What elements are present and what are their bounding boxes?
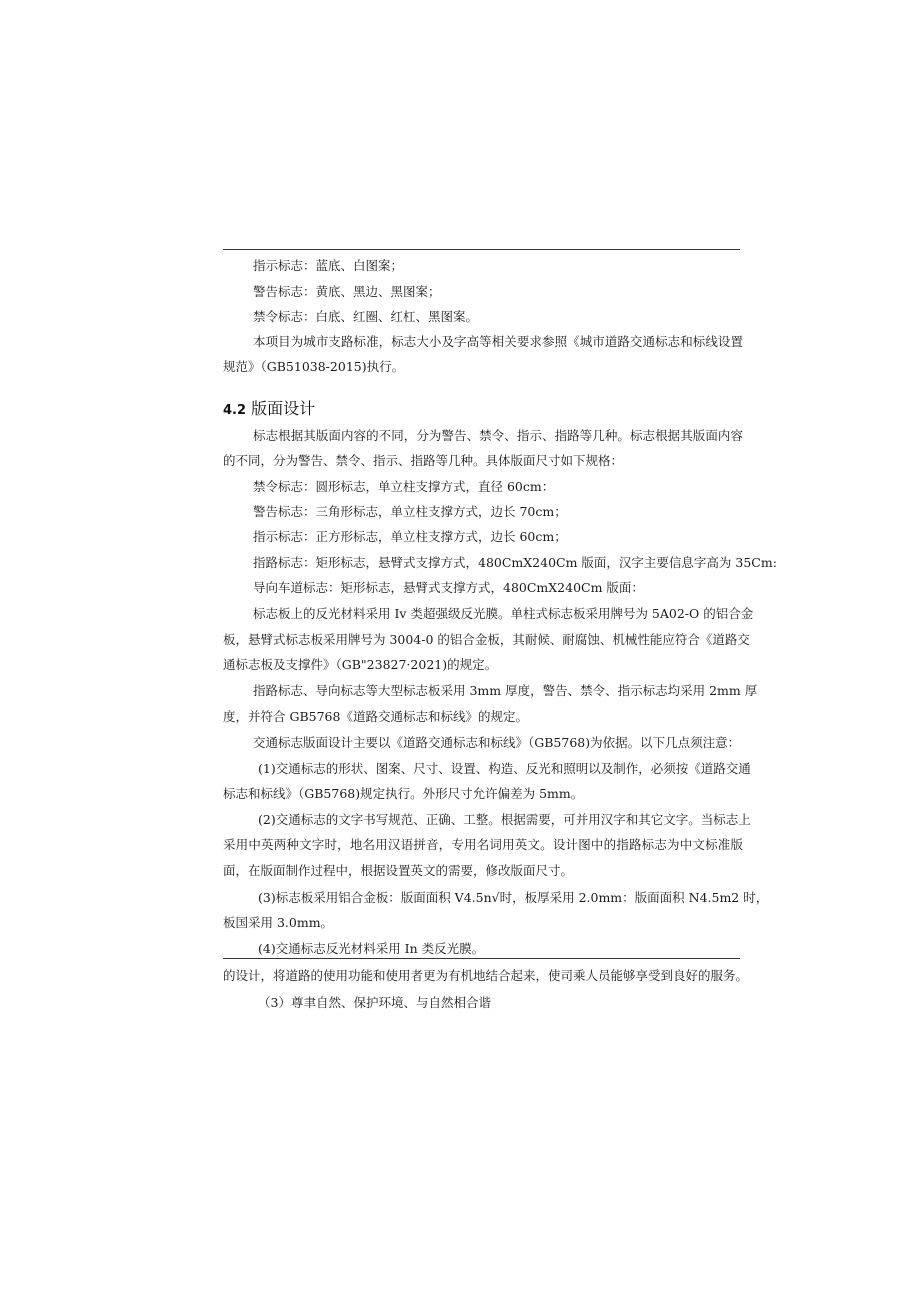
text-line: 本项目为城市支路标准，标志大小及字高等相关要求参照《城市道路交通标志和标线设置 <box>253 334 743 349</box>
page-break-rule <box>223 958 740 959</box>
text-line: 指路标志：矩形标志，悬臂式支撑方式，480CmX240Cm 版面，汉字主要信息字高为 35Cm: <box>253 555 777 570</box>
section-heading <box>223 399 315 421</box>
text-line: 面，在版面制作过程中，根据设置英文的需要，修改版面尺寸。 <box>223 863 574 878</box>
text-line: 导向车道标志：矩形标志，悬臂式支撑方式，480CmX240Cm 版面： <box>253 580 644 595</box>
text-line: (4)交通标志反光材料采用 In 类反光膜。 <box>258 941 485 956</box>
text-line: 警告标志：三角形标志，单立柱支撑方式，边长 70cm； <box>253 504 567 519</box>
text-line: 指示标志：蓝底、白图案； <box>253 258 404 273</box>
header-rule <box>223 249 740 250</box>
text-line: 标志板上的反光材料采用 Iv 类超强级反光膜。单柱式标志板采用牌号为 5A02-O 的铝合金 <box>253 606 754 621</box>
text-line: 度，并符合 GB5768《道路交通标志和标线》的规定。 <box>223 709 528 724</box>
text-line: (2)交通标志的文字书写规范、正确、工整。根据需要，可并用汉字和其它文字。当标志上 <box>258 812 751 827</box>
text-line: 规范》（GB51038-2015)执行。 <box>223 359 405 374</box>
text-line: 禁令标志：圆形标志，单立柱支撑方式，直径 60cm： <box>253 479 555 494</box>
text-line: 标志和标线》（GB5768)规定执行。外形尺寸允许偏差为 5mm。 <box>223 786 584 801</box>
text-line: 指示标志：正方形标志，单立柱支撑方式，边长 60cm； <box>253 529 567 544</box>
text-line: 警告标志：黄底、黑边、黑图案； <box>253 284 441 299</box>
text-line: （3）尊聿自然、保护环境、与自然相合谐 <box>258 995 491 1010</box>
text-line: 板，悬臂式标志板采用牌号为 3004-0 的铝合金板，其耐候、耐腐蚀、机械性能应符合《道路交 <box>223 632 750 647</box>
text-line: 指路标志、导向标志等大型标志板采用 3mm 厚度，警告、禁令、指示标志均采用 2mm 厚 <box>253 683 758 698</box>
text-line: 的不同，分为警告、禁令、指示、指路等几种。具体版面尺寸如下规格： <box>223 453 624 468</box>
text-line: 板国采用 3.0mm。 <box>223 915 334 930</box>
text-line: (1)交通标志的形状、图案、尺寸、设置、构造、反光和照明以及制作，必须按《道路交通 <box>258 761 751 776</box>
text-line: (3)标志板采用铝合金板：版面面积 V4.5n√时，板厚采用 2.0mm：版面面积 N4.5m2 时， <box>258 890 769 905</box>
section-number: 4.2 <box>223 403 247 418</box>
text-line: 采用中英两种文字时，地名用汉语拼音，专用名词用英文。设计图中的指路标志为中文标准版 <box>223 837 743 852</box>
text-line: 标志根据其版面内容的不同，分为警告、禁令、指示、指路等几种。标志根据其版面内容 <box>253 428 743 443</box>
text-line: 通标志板及支撑件》（GB"23827·2021)的规定。 <box>223 657 498 672</box>
text-line: 交通标志版面设计主要以《道路交通标志和标线》（GB5768)为依据。以下几点须注意： <box>253 735 741 750</box>
text-line: 禁令标志：白底、红圈、红杠、黑图案。 <box>253 309 479 324</box>
text-line: 的设计，将道路的使用功能和使用者更为有机地结合起来，使司乘人员能够享受到良好的服务。 <box>223 968 749 983</box>
section-title: 版面设计 <box>251 399 316 418</box>
